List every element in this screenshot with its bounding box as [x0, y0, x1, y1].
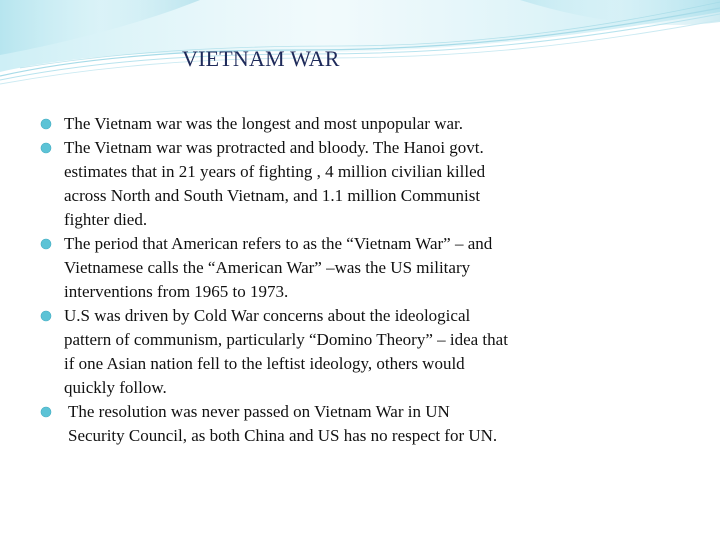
bullet-line: fighter died.	[64, 210, 148, 229]
bullet-text	[64, 400, 600, 448]
filled-circle-bullet-icon	[40, 406, 52, 418]
bullet-list	[40, 112, 600, 448]
bullet-item	[40, 232, 600, 304]
bullet-line: U.S was driven by Cold War concerns about the ideological	[64, 306, 471, 325]
slide-title: VIETNAM WAR	[182, 46, 340, 71]
filled-circle-bullet-icon	[40, 238, 52, 250]
filled-circle-bullet-icon	[40, 118, 52, 130]
bullet-line: The resolution was never passed on Vietnam War in UN	[68, 402, 450, 421]
bullet-item	[40, 400, 600, 448]
bullet-line: The Vietnam war was the longest and most unpopular war.	[64, 114, 464, 133]
bullet-line: The Vietnam war was protracted and bloody. The Hanoi govt.	[64, 138, 484, 157]
bullet-line: if one Asian nation fell to the leftist ideology, others would	[64, 354, 465, 373]
bullet-item	[40, 112, 600, 136]
bullet-line: across North and South Vietnam, and 1.1 million Communist	[64, 186, 481, 205]
bullet-line: estimates that in 21 years of fighting , 4 million civilian killed	[64, 162, 486, 181]
filled-circle-bullet-icon	[40, 142, 52, 154]
bullet-item	[40, 136, 600, 232]
bullet-text	[64, 112, 600, 136]
bullet-text	[64, 232, 600, 304]
bullet-text	[64, 136, 600, 232]
bullet-line: Vietnamese calls the “American War” –was the US military	[64, 258, 471, 277]
header-wave-decoration	[0, 0, 720, 95]
bullet-line: Security Council, as both China and US has no respect for UN.	[68, 426, 498, 445]
bullet-item	[40, 304, 600, 400]
bullet-line: The period that American refers to as the “Vietnam War” – and	[64, 234, 493, 253]
bullet-text	[64, 304, 600, 400]
bullet-line: interventions from 1965 to 1973.	[64, 282, 289, 301]
bullet-line: pattern of communism, particularly “Domino Theory” – idea that	[64, 330, 508, 349]
filled-circle-bullet-icon	[40, 310, 52, 322]
bullet-line: quickly follow.	[64, 378, 167, 397]
